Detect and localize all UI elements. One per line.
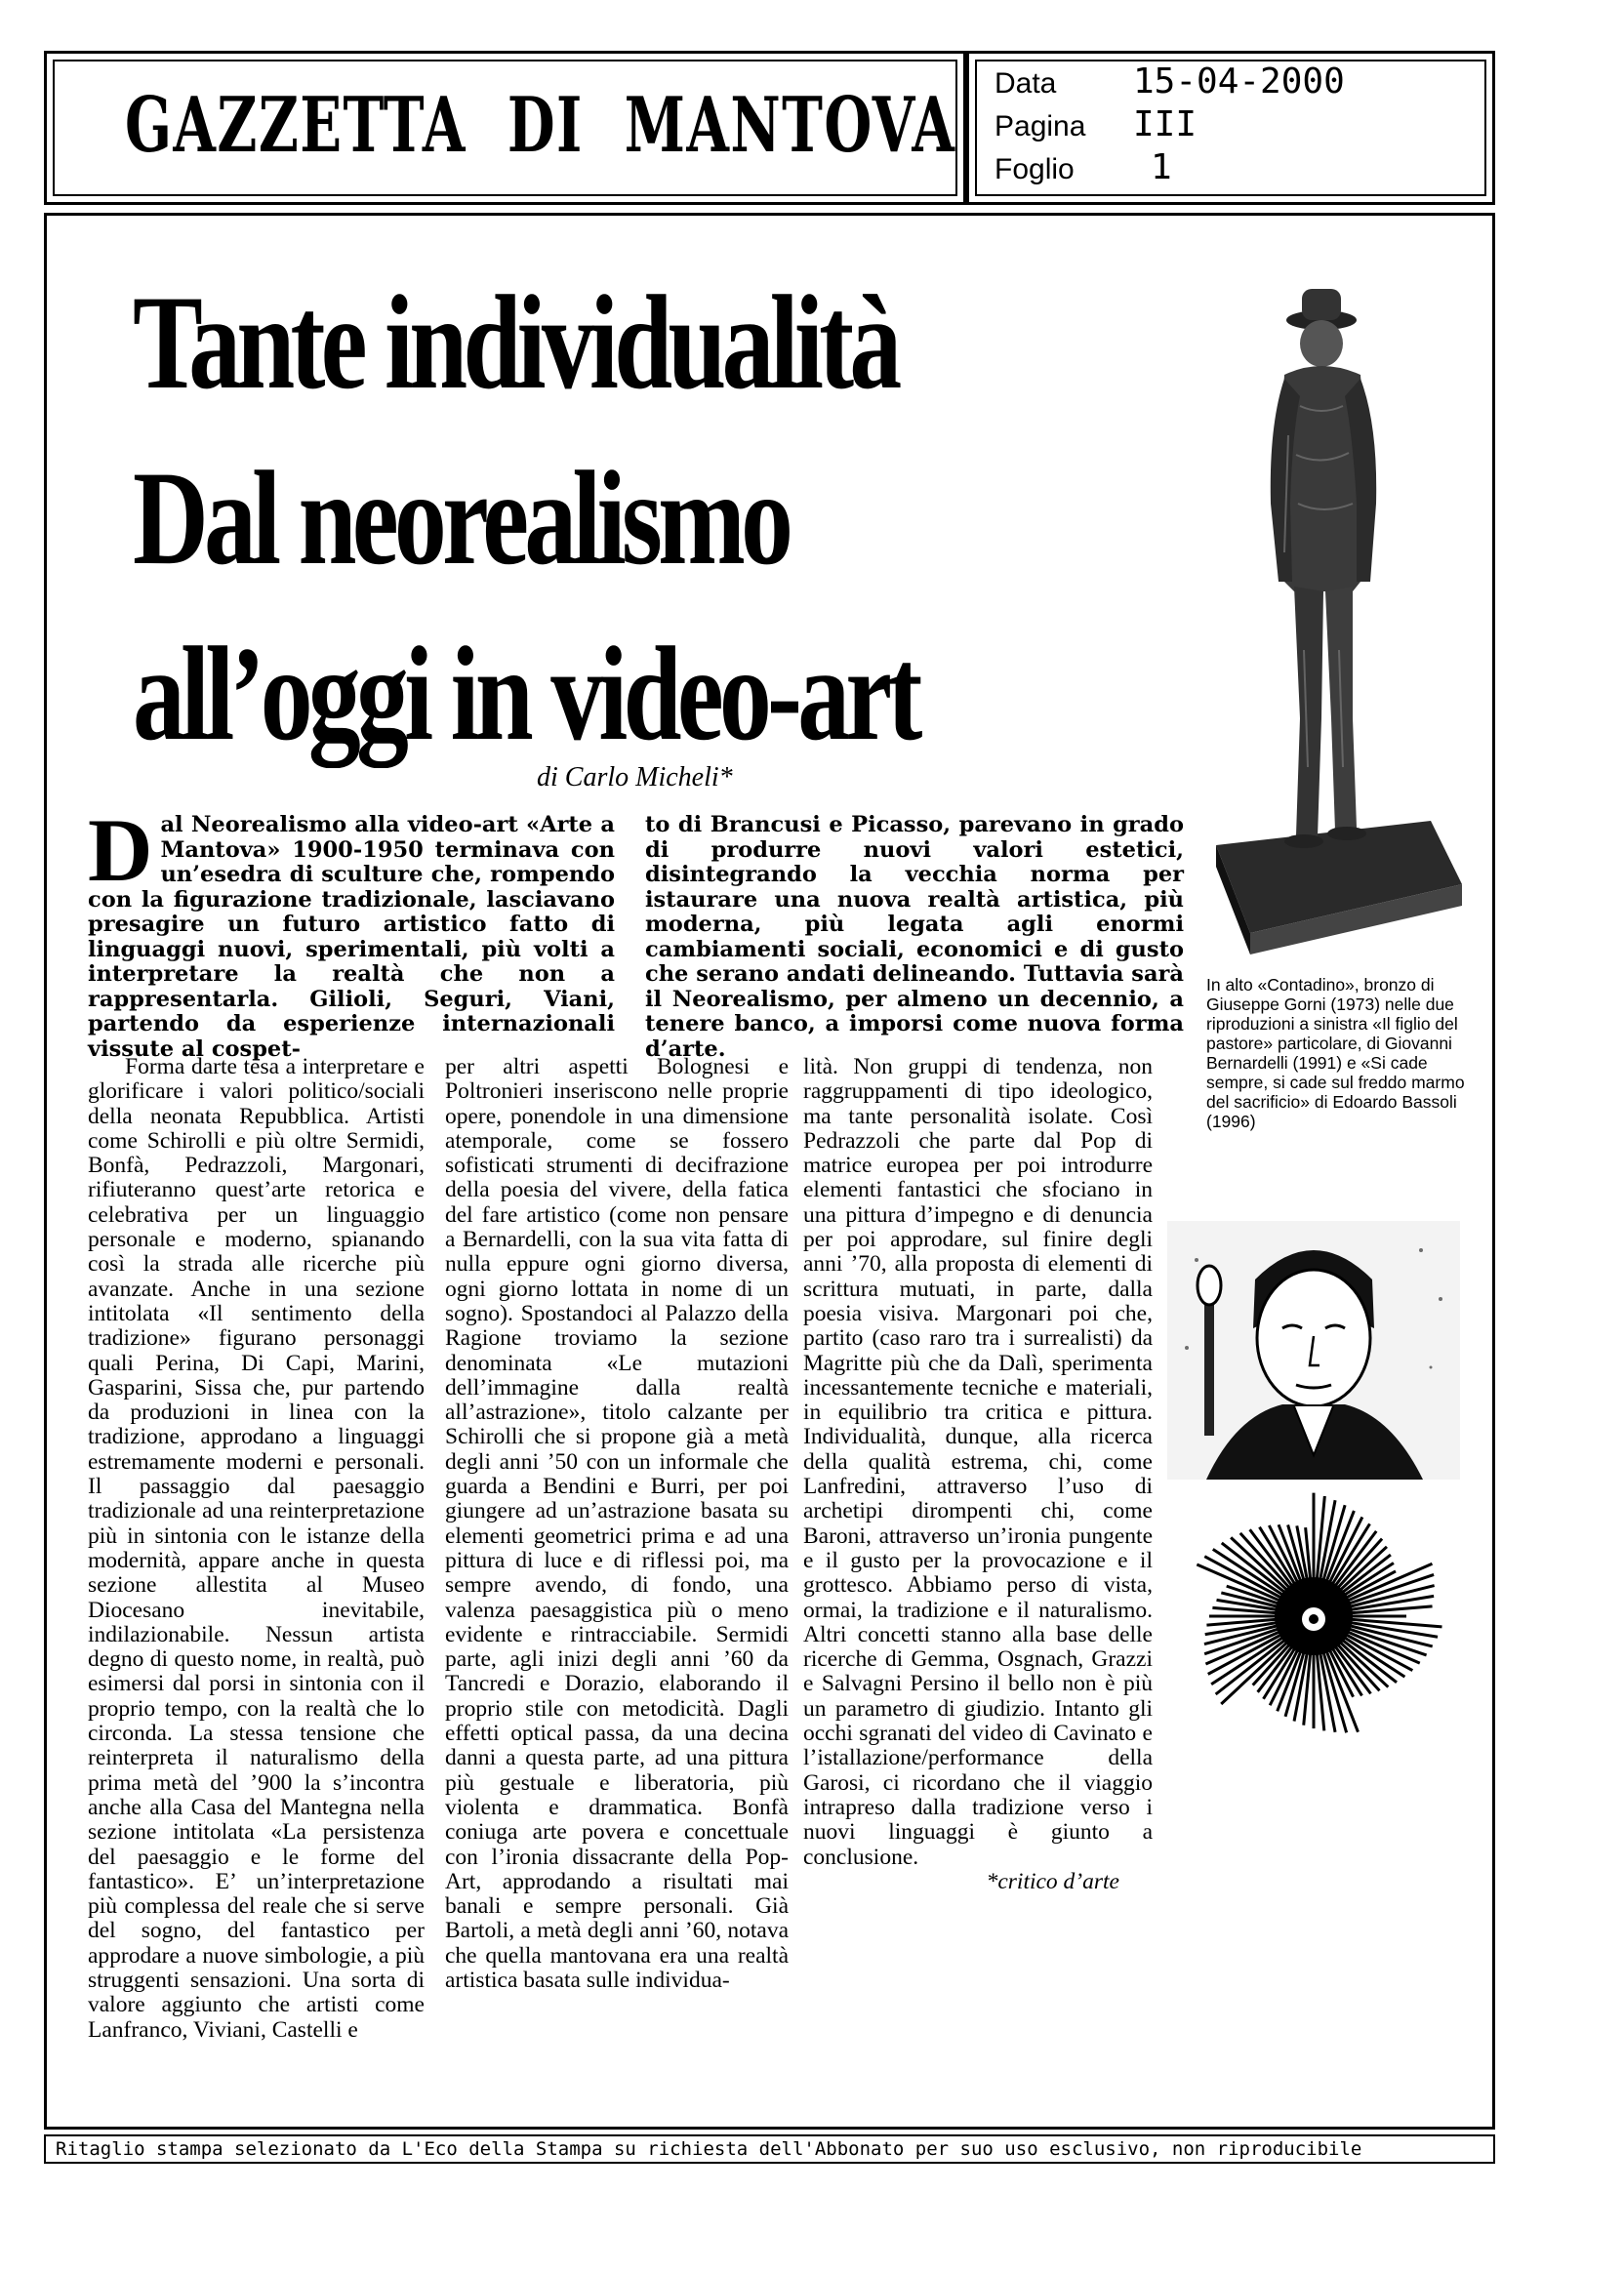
column-text: lità. Non gruppi di tendenza, non raggruppamenti di tipo ideologico, ma tante personalità isolate. Così Pedrazzoli che parte dal Pop di matrice europea per poi introdurre elementi fantastici che sfociano in una pittura d’impegno e di denuncia per poi approdare, sul finire degli anni ’70, alla proposta di elementi di scrittura mutuati, in parte, dalla poesia visiva. Margonari poi che, partito (caso raro tra i surrealisti) da Magritte più che da Dalì, sperimenta incessantemente tecniche e materiali, in equilibrio tra critica e pittura. Individualità, dunque, alla ricerca della qualità estrema, chi, come Lanfredini, attraverso l’uso di archetipi dirompenti chi, come Baroni, attraverso un’ironia pungente e il gusto per la provocazione e il grottesco. Abbiamo perso di vista, ormai, la tradizione e il naturalismo. Altri concetti stanno alla base delle ricerche di Gemma, Osgnach, Grazzi e Salvagni Persino il bello non è più un parametro di giudizio. Intanto gli occhi sgranati del video di Cavinato e l’istallazione/performance della Garosi, ci ricordano che il viaggio intrapreso dalla tradizione verso i nuovi linguaggi è giunto a conclusione. <box>803 1054 1153 1870</box>
meta-page-value: III <box>1133 104 1198 144</box>
meta-row-page <box>995 110 1085 143</box>
headline-line: all’oggi in video-art <box>133 619 918 768</box>
body-column-2: per altri aspetti Bolognesi e Poltronieri inseriscono nelle proprie opere, ponendole in una dimensione atemporale, come se fossero sofisticati strumenti di decifrazione della poesia del vivere, della fatica del fare artistico (come non pensare a Bernardelli, con la sua vita fatta di nulla eppure ogni giorno diversa, ogni giorno lottata in nome di un sogno). Spostandoci al Palazzo della Ragione troviamo la sezione denominata «Le mutazioni dell’immagine dalla realtà all’astrazione», titolo calzante per Schirolli che si propone già a metà degli anni ’50 con un informale che guarda a Bendini e Burri, per poi giungere ad un’astrazione basata su elementi geometrici prima e ad una pittura di luce e di riflessi poi, ma sempre avendo, di fondo, una valenza paesaggistica più o meno evidente e rintracciabile. Sermidi parte, agli inizi degli anni ’60 da Tancredi e Dorazio, elaborando il proprio stile con metodicità. Dagli effetti optical passa, da una decina danni a questa parte, ad una pittura più gestuale e liberatoria, più violenta e drammatica. Bonfà coniuga arte povera e concettuale con l’ironia dissacrante della Pop-Art, approdando a risultati mai banali e sempre personali. Già Bartoli, a metà degli anni ’60, notava che quella mantovana era una realtà artistica basata sulle individua- <box>445 1054 789 1993</box>
headline-line: Tante individualità <box>133 267 898 417</box>
meta-sheet-value: 1 <box>1151 147 1172 187</box>
portrait-painting-photo <box>1167 1221 1460 1480</box>
lead-text: al Neorealismo alla video-art «Arte a Mantova» 1900-1950 terminava con un’esedra di sculture che, rompendo con la figurazione tradizionale, lasciavano presagire un futuro artistico fatto di linguaggi nuovi, sperimentali, più volti a interpretare la realtà che non a rappresentarla. Gilioli, Seguri, Viani, partendo da esperienze internazionali vissute al cospet- <box>88 812 615 1062</box>
portrait-illustration <box>1167 1221 1460 1480</box>
sacrifice-artwork-photo <box>1167 1484 1460 1748</box>
newspaper-masthead: GAZZETTA DI MANTOVA <box>125 81 956 170</box>
meta-label: Pagina <box>995 110 1086 142</box>
masthead-box <box>44 51 966 205</box>
press-clipping-disclaimer: Ritaglio stampa selezionato da L'Eco della Stampa su richiesta dell'Abbonato per suo uso esclusivo, non riproducibile <box>44 2134 1495 2164</box>
meta-label: Data <box>995 67 1057 100</box>
meta-row-date <box>995 67 1056 101</box>
byline: di Carlo Micheli* <box>537 762 733 792</box>
photo-caption: In alto «Contadino», bronzo di Giuseppe Gorni (1973) nelle due riproduzioni a sinistra «Il figlio del pastore» particolare, di Giovanni Bernardelli (1991) e «Si cade sempre, si cade sul freddo marmo del sacrificio» di Edoardo Bassoli (1996) <box>1206 975 1465 1131</box>
meta-date-value: 15-04-2000 <box>1133 61 1345 102</box>
statue-illustration <box>1206 260 1470 962</box>
meta-label: Foglio <box>995 153 1075 185</box>
lead-paragraph-left <box>88 800 615 1062</box>
statue-photo <box>1206 260 1470 962</box>
article-headline <box>133 255 1206 782</box>
lead-paragraph-right: to di Brancusi e Picasso, parevano in grado di produrre nuovi valori estetici, disintegrando la vecchia norma per istaurare una nuova realtà artistica, più moderna, più legata agli enormi cambiamenti sociali, economici e di gusto che serano andati delineando. Tuttavia sarà il Neorealismo, per almeno un decennio, a tenere banco, a imporsi come nuova forma d’arte. <box>645 812 1184 1062</box>
headline-line: Dal neorealismo <box>133 443 790 592</box>
drop-cap: D <box>88 800 153 900</box>
body-column-3 <box>803 1055 1153 1894</box>
article-frame <box>44 213 1495 2130</box>
author-signature: *critico d’arte <box>986 1868 1119 1894</box>
body-column-1: Forma darte tesa a interpretare e glorificare i valori politico/sociali della neonata Repubblica. Artisti come Schirolli e più oltre Sermidi, Bonfà, Pedrazzoli, Margonari, rifiuteranno quest’arte retorica e celebrativa per un linguaggio personale e moderno, spianando così la strada alle ricerche più avanzate. Anche in una sezione intitolata «Il sentimento della tradizione» figurano personaggi quali Perina, Di Capi, Marini, Gasparini, Sissa che, pur partendo da produzioni in linea con la tradizione, approdano a linguaggi estremamente moderni e personali. Il passaggio dal paesaggio tradizionale ad una reinterpretazione più in sintonia con le istanze della modernità, appare anche in questa sezione allestita al Museo Diocesano inevitabile, indilazionabile. Nessun artista degno di questo nome, in realtà, può esimersi dal porsi in sintonia con il proprio tempo, con la realtà che lo circonda. La stessa tensione che reinterpreta il naturalismo della prima metà del ’900 la s’incontra anche alla Casa del Mantegna nella sezione intitolata «La persistenza del paesaggio e le forme del fantastico». E’ un’interpretazione più complessa del reale che si serve del sogno, del fantastico per approdare a nuove simbologie, a più struggenti sensazioni. Una sorta di valore aggiunto che artisti come Lanfranco, Viviani, Castelli e <box>88 1054 425 2043</box>
clipping-meta-box <box>966 51 1495 205</box>
burst-illustration <box>1167 1484 1460 1748</box>
meta-row-sheet <box>995 153 1075 186</box>
